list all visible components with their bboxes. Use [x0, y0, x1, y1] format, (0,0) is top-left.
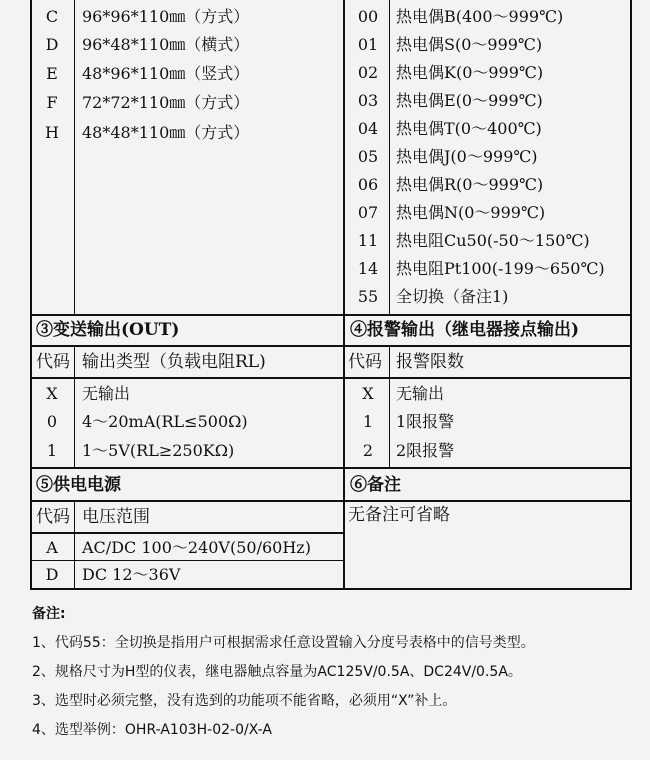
transmit-code: 0 [46, 412, 58, 431]
input-desc: 热电阻Cu50(-50～150℃) [396, 231, 590, 250]
transmit-col-code: 代码 [36, 352, 70, 372]
table-grid [32, 0, 630, 588]
power-desc: AC/DC 100～240V(50/60Hz) [82, 538, 311, 557]
transmit-title: ③变送输出(OUT) [36, 320, 180, 340]
alarm-code: X [362, 384, 374, 403]
size-code: H [45, 123, 59, 142]
input-code: 06 [357, 175, 379, 194]
row-divider [32, 560, 345, 561]
power-col-type: 电压范围 [82, 507, 150, 527]
transmit-desc: 无输出 [82, 384, 131, 403]
input-desc: 热电偶J(0～999℃) [396, 147, 538, 166]
alarm-col-type: 报警限数 [396, 352, 464, 372]
input-desc: 热电偶S(0～999℃) [396, 35, 543, 54]
input-code: 07 [357, 203, 379, 222]
transmit-code: X [46, 384, 58, 403]
size-desc: 96*96*110㎜（方式） [82, 7, 250, 26]
power-title: ⑤供电电源 [36, 475, 121, 495]
alarm-code: 2 [362, 441, 374, 460]
input-code: 05 [357, 147, 379, 166]
power-code-divider [74, 501, 75, 588]
alarm-desc: 无输出 [396, 384, 445, 403]
input-code: 04 [357, 119, 379, 138]
transmit-col-type: 输出类型（负载电阻RL) [82, 352, 266, 372]
input-desc: 热电阻Pt100(-199～650℃) [396, 259, 605, 278]
size-code: F [46, 93, 58, 112]
size-code: D [45, 35, 59, 54]
selection-table [30, 0, 632, 590]
power-code: D [45, 565, 59, 584]
input-code: 55 [357, 287, 379, 306]
title-divider [32, 500, 630, 502]
note-item: 2、规格尺寸为H型的仪表，继电器触点容量为AC125V/0.5A、DC24V/0.5A。 [32, 664, 522, 680]
size-desc: 48*48*110㎜（方式） [82, 123, 250, 142]
note-item: 1、代码55：全切换是指用户可根据需求任意设置输入分度号表格中的信号类型。 [32, 635, 535, 651]
header-divider [32, 377, 630, 379]
input-desc: 热电偶E(0～999℃) [396, 91, 543, 110]
input-desc: 热电偶R(0～999℃) [396, 175, 544, 194]
input-code: 11 [357, 231, 379, 250]
size-code-divider [74, 0, 75, 316]
transmit-desc: 4～20mA(RL≤500Ω) [82, 412, 248, 431]
transmit-code: 1 [46, 441, 58, 460]
input-desc: 热电偶K(0～999℃) [396, 63, 544, 82]
size-desc: 48*96*110㎜（竖式） [82, 64, 250, 83]
size-desc: 96*48*110㎜（横式） [82, 35, 250, 54]
title-divider [32, 345, 630, 347]
input-code-divider [389, 0, 390, 316]
alarm-code-divider [389, 346, 390, 467]
input-code: 02 [357, 63, 379, 82]
note-item: 3、选型时必须完整，没有选到的功能项不能省略，必须用“X”补上。 [32, 693, 457, 709]
input-desc: 热电偶N(0～999℃) [396, 203, 546, 222]
input-desc: 全切换（备注1) [396, 287, 509, 306]
alarm-col-code: 代码 [348, 352, 382, 372]
section-divider [32, 467, 630, 469]
input-code: 14 [357, 259, 379, 278]
alarm-desc: 2限报警 [396, 441, 455, 460]
input-desc: 热电偶B(400～999℃) [396, 7, 564, 26]
alarm-desc: 1限报警 [396, 412, 455, 431]
alarm-title: ④报警输出（继电器接点输出) [350, 320, 580, 340]
input-code: 01 [357, 35, 379, 54]
input-desc: 热电偶T(0～400℃) [396, 119, 542, 138]
remark-text: 无备注可省略 [348, 505, 450, 525]
alarm-code: 1 [362, 412, 374, 431]
note-item: 4、选型举例：OHR-A103H-02-0/X-A [32, 722, 272, 738]
size-code: E [46, 64, 58, 83]
power-code: A [46, 538, 58, 557]
power-col-code: 代码 [36, 507, 70, 527]
notes-section [32, 600, 632, 745]
input-code: 00 [357, 7, 379, 26]
input-code: 03 [357, 91, 379, 110]
transmit-code-divider [74, 346, 75, 467]
power-desc: DC 12～36V [82, 565, 181, 584]
remark-title: ⑥备注 [350, 475, 401, 495]
size-desc: 72*72*110㎜（方式） [82, 93, 250, 112]
notes-title: 备注: [32, 606, 66, 622]
transmit-desc: 1～5V(RL≥250KΩ) [82, 441, 235, 460]
size-code: C [45, 7, 59, 26]
